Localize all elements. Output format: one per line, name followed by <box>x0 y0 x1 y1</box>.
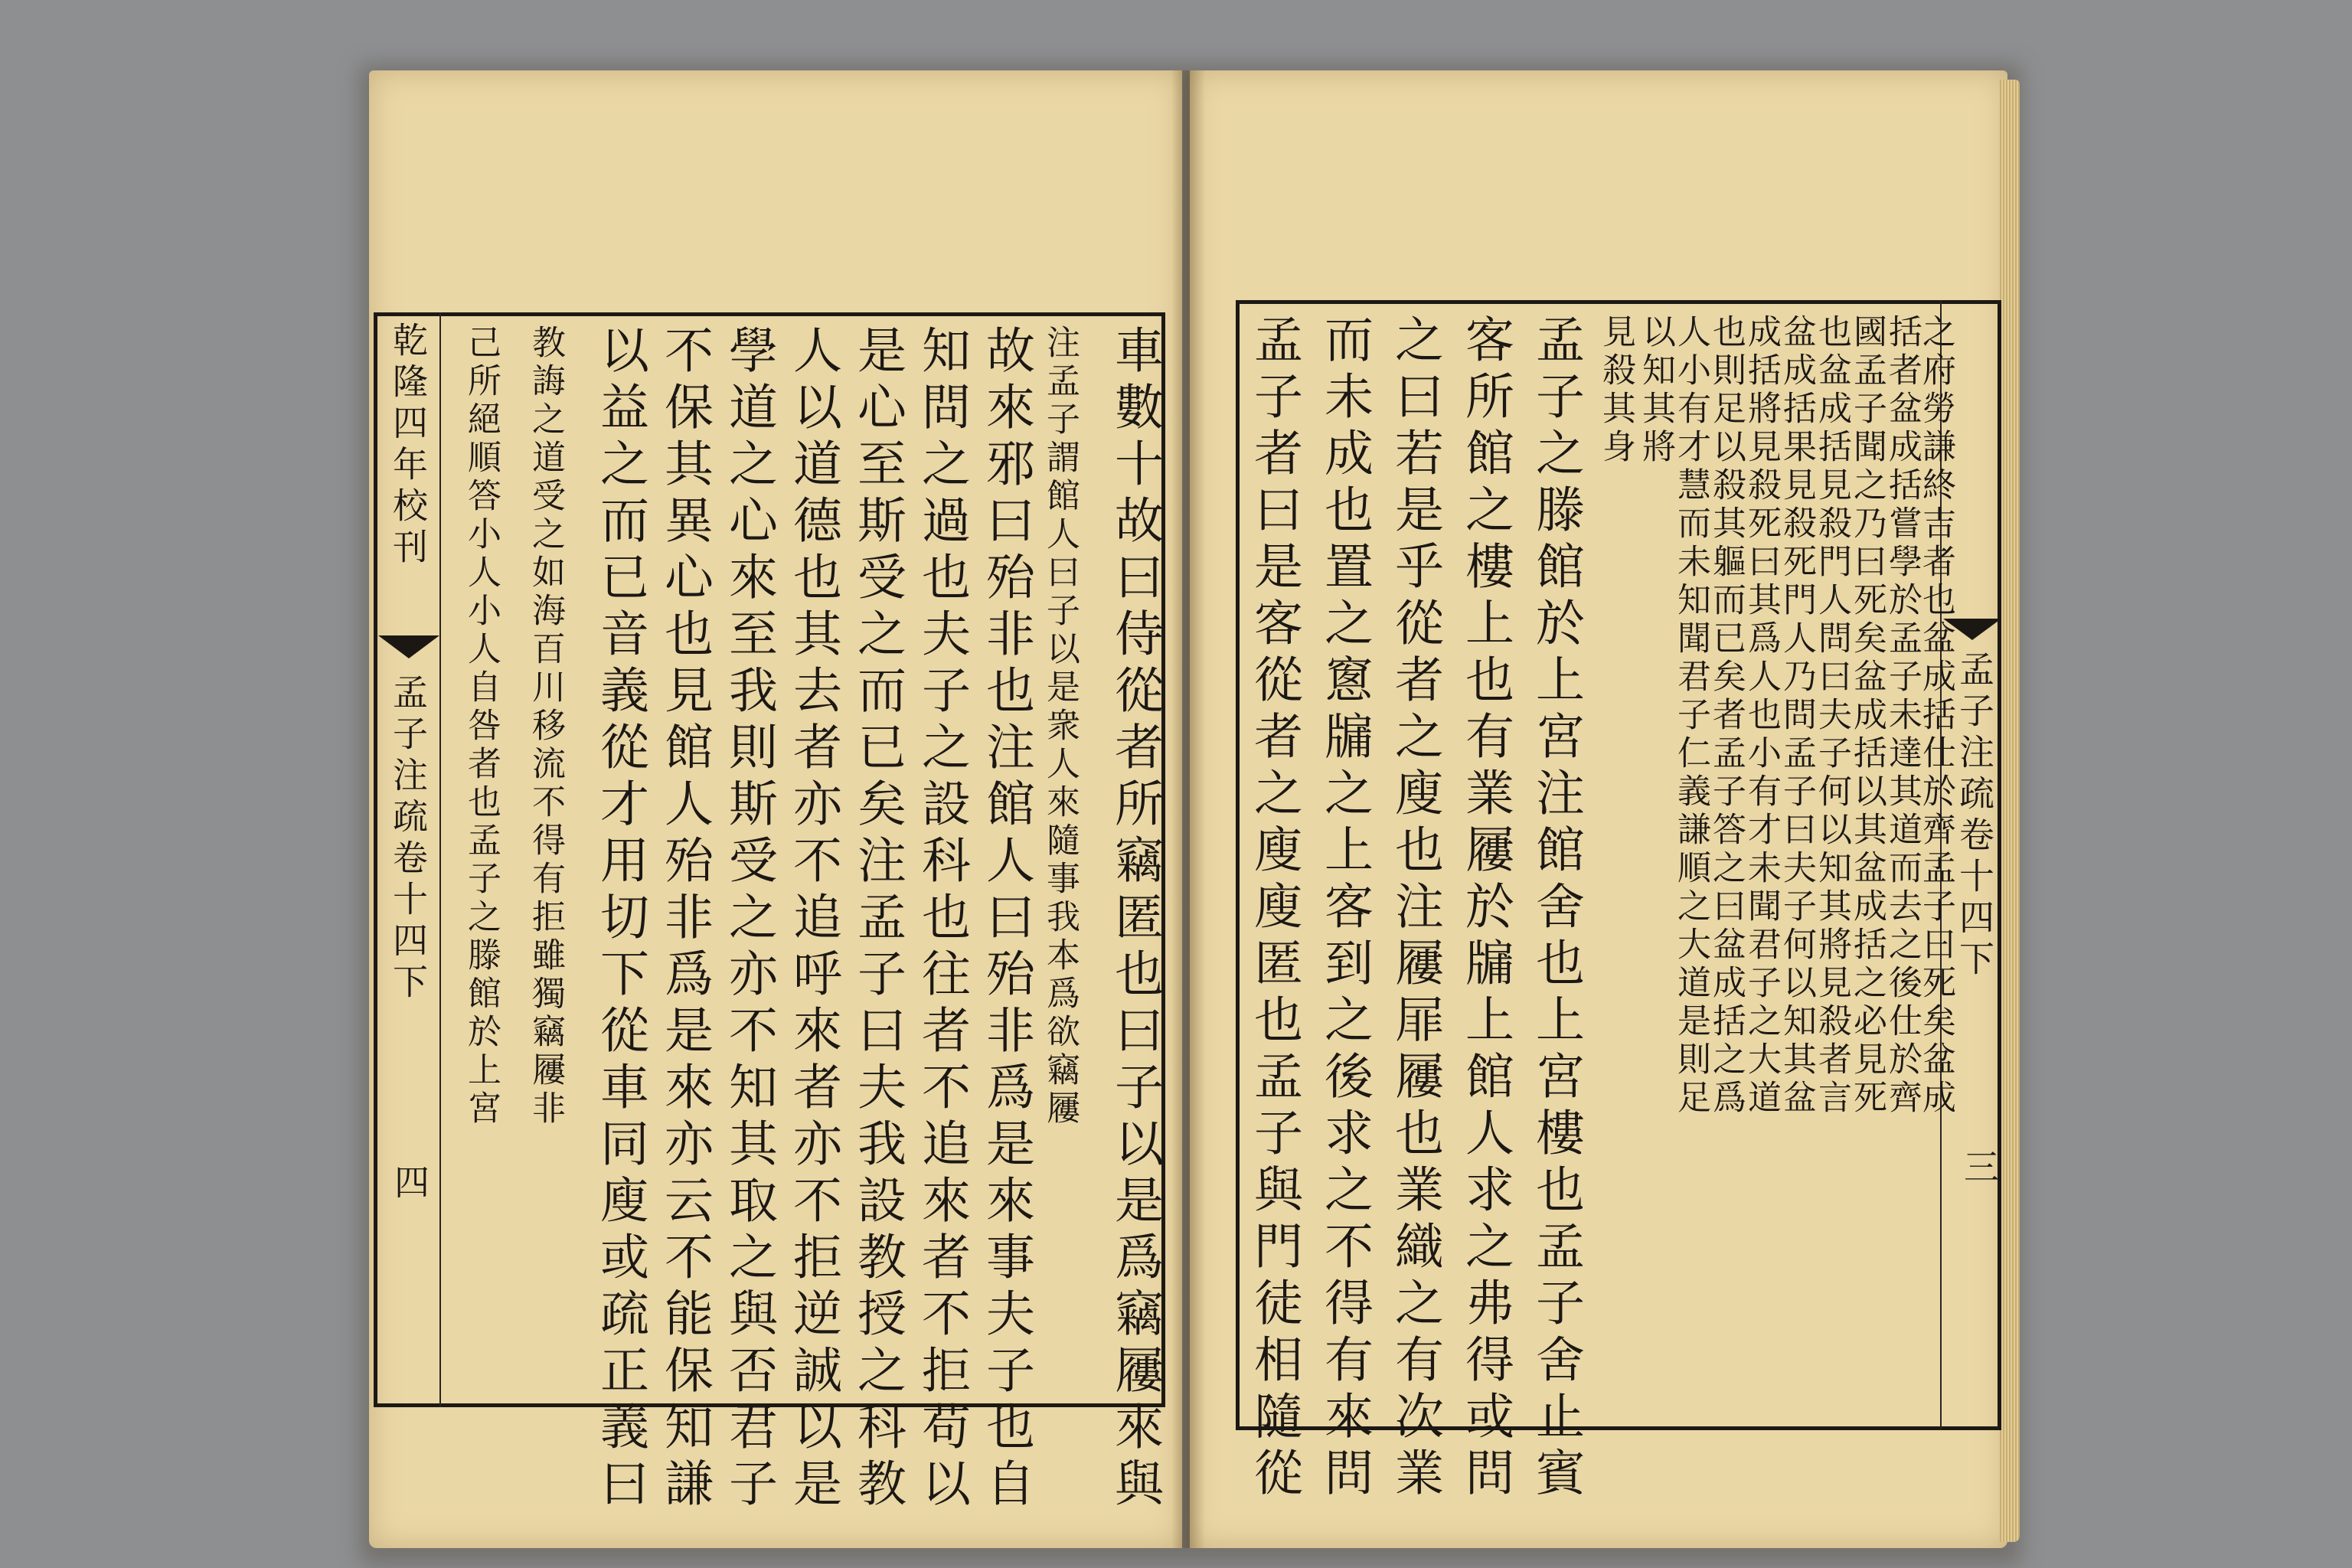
right-page-number: 三 <box>1958 1148 2000 1184</box>
left-page-number: 四 <box>389 1164 430 1199</box>
right_page-text-column: 以知其將 <box>1636 314 1675 467</box>
left-margin-rule <box>439 312 441 1407</box>
right_page-text-column: 國孟子聞之乃曰死矣盆成括以其盆成括之必見死 <box>1847 314 1886 1118</box>
right_page-text-column: 之曰若是乎從者之廋也注屨屝屨也業織之有次業 <box>1387 314 1443 1504</box>
page-edge-stack <box>2000 80 2020 1542</box>
right_page-text-column: 見殺其身 <box>1596 314 1635 467</box>
left_page-text-column: 故來邪曰殆非也注館人曰殆非爲是來事夫子也自 <box>978 325 1034 1514</box>
left_page-text-column: 學道之心來至我則斯受之亦不知其取之與否君子 <box>720 325 777 1514</box>
left-margin-title: 孟子注疏卷十四下 <box>387 674 429 1004</box>
left_page-text-column: 不保其異心也見館人殆非爲是來亦云不能保知謙 <box>656 325 713 1514</box>
book-gutter <box>1171 70 1205 1548</box>
right_page-text-column: 孟子之滕館於上宮注館舍也上宮樓也孟子舍止賓 <box>1527 314 1584 1504</box>
right_page-text-column: 成括將見殺死曰其爲人也小有才未聞君子之大道 <box>1742 314 1781 1118</box>
right_page-text-column: 客所館之樓上也有業屨於牖上館人求之弗得或問 <box>1457 314 1514 1504</box>
right_page-text-column: 孟子者曰是客從者之廋廋匿也孟子與門徒相隨從 <box>1246 314 1302 1504</box>
right_page-text-column: 人小有才慧而未知聞君子仁義謙順之大道是則足 <box>1671 314 1710 1118</box>
left_page-text-column: 注孟子謂館人曰子以是衆人來隨事我本爲欲竊屨 <box>1040 325 1080 1129</box>
left_page-text-column: 教誨之道受之如海百川移流不得有拒雖獨竊屨非 <box>526 325 565 1129</box>
left_page-text-column: 己所絕順答小人小人自咎者也孟子之滕館於上宮 <box>462 325 501 1129</box>
right_page-text-column: 而未成也置之窻牖之上客到之後求之不得有來問 <box>1316 314 1373 1504</box>
right_page-text-column: 也盆成括見殺門人問曰夫子何以知其將見殺者言 <box>1812 314 1851 1118</box>
right_page-text-column: 盆成括果見殺死門人乃問孟子曰夫子何以知其盆 <box>1777 314 1816 1118</box>
right_page-text-column: 括者盆成括嘗學於孟子未達其道而去之後仕於齊 <box>1883 314 1922 1118</box>
left_page-text-column: 是心至斯受之而已矣注孟子曰夫我設教授之科教 <box>849 325 906 1514</box>
right_page-text-column: 也則足以殺其軀而已矣者孟子答之曰盆成括之爲 <box>1707 314 1746 1118</box>
left_page-text-column: 車數十故曰侍從者所竊匿也曰子以是爲竊屨來與 <box>1106 325 1163 1514</box>
left-edition-note: 乾隆四年校刊 <box>387 322 429 570</box>
right-margin-title: 孟子注疏卷十四下 <box>1954 651 1995 982</box>
left_page-text-column: 知問之過也夫子之設科也往者不追來者不拒苟以 <box>913 325 970 1514</box>
right_page-text-column: 之府勞謙終吉者也盆成括仕於齊孟子曰死矣盆成 <box>1916 314 1955 1118</box>
fish-tail-mark-icon <box>378 635 439 658</box>
left_page-text-column: 人以道德也其去者亦不追呼來者亦不拒逆誠以是 <box>785 325 841 1514</box>
left_page-text-column: 以益之而已音義從才用切下從車同廋或疏正義曰 <box>592 325 648 1514</box>
